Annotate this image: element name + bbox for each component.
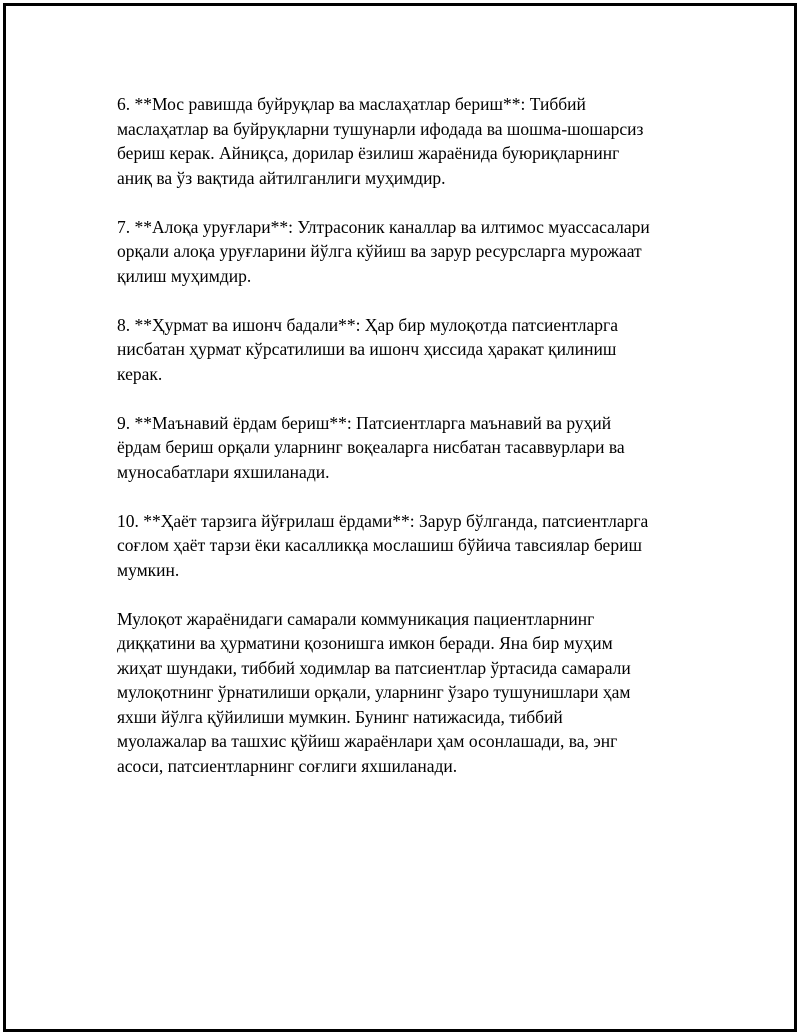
text-line: ёрдам бериш орқали уларнинг воқеаларга нисбатан тасаввурлари ва: [117, 437, 625, 457]
text-line: 10. **Ҳаёт тарзига йўғрилаш ёрдами**: Зарур бўлганда, патсиентларга: [117, 510, 649, 531]
text-line: 6. **Мос равишда буйруқлар ва маслаҳатлар бериш**: Тиббий: [117, 94, 586, 114]
text-line: жиҳат шундаки, тиббий ходимлар ва патсиентлар ўртасида самарали: [117, 657, 631, 678]
text-line: нисбатан ҳурмат кўрсатилиши ва ишонч ҳиссида ҳаракат қилиниш: [117, 339, 617, 359]
text-line: мулоқотнинг ўрнатилиши орқали, уларнинг ўзаро тушунишлари ҳам: [117, 682, 631, 702]
text-line: орқали алоқа уруғларини йўлга кўйиш ва зарур ресурсларга мурожаат: [117, 241, 642, 261]
text-line: 7. **Алоқа уруғлари**: Ултрасоник каналлар ва илтимос муассасалари: [117, 216, 650, 237]
text-line: соғлом ҳаёт тарзи ёки касалликқа мослашиш бўйича тавсиялар бериш: [117, 535, 642, 555]
text-line: 9. **Маънавий ёрдам бериш**: Патсиентларга маънавий ва руҳий: [117, 412, 612, 433]
text-line: диққатини ва ҳурматини қозонишга имкон беради. Яна бир муҳим: [117, 633, 613, 653]
text-line: муолажалар ва ташхис қўйиш жараёнлари ҳам осонлашади, ва, энг: [117, 731, 618, 751]
text-line: Мулоқот жараёнидаги самарали коммуникация пациентларнинг: [117, 608, 595, 629]
text-line: яхши йўлга қўйилиши мумкин. Бунинг натижасида, тиббий: [117, 706, 563, 727]
text-line: аниқ ва ўз вақтида айтилганлиги муҳимдир.: [117, 167, 446, 188]
text-line: муносабатлари яхшиланади.: [117, 461, 330, 482]
text-line: керак.: [117, 363, 163, 384]
paragraph-item-7: [117, 215, 717, 289]
text-line: бериш керак. Айниқса, дорилар ёзилиш жараёнида буюриқларнинг: [117, 143, 620, 163]
paragraph-item-8: [117, 313, 717, 387]
paragraph-conclusion: [117, 607, 717, 779]
document-body: [117, 92, 717, 803]
paragraph-item-10: [117, 509, 717, 583]
text-line: 8. **Ҳурмат ва ишонч бадали**: Ҳар бир мулоқотда патсиентларга: [117, 314, 618, 335]
text-line: қилиш муҳимдир.: [117, 265, 252, 286]
text-line: мумкин.: [117, 559, 180, 580]
paragraph-item-6: [117, 92, 717, 190]
text-line: асоси, патсиентларнинг соғлиги яхшиланади.: [117, 755, 458, 776]
paragraph-item-9: [117, 411, 717, 485]
text-line: маслаҳатлар ва буйруқларни тушунарли ифодада ва шошма-шошарсиз: [117, 118, 644, 139]
